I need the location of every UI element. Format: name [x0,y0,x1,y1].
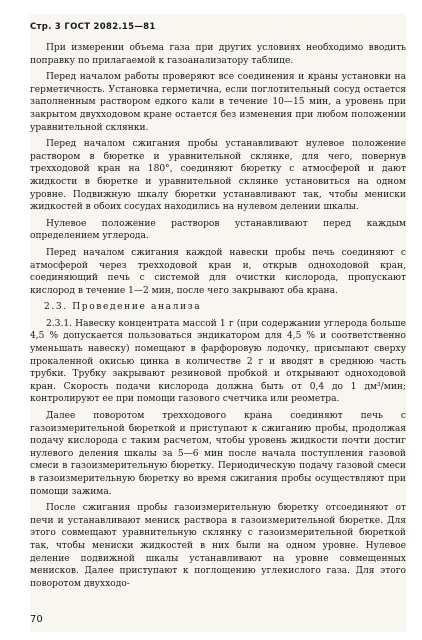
section-heading: 2.3. Проведение анализа [44,302,202,313]
paragraph-after-combustion: После сжигания пробы газоизмерительную бюретку отсоединяют от печи и устанавливают мениск раствора в газоизмерительной бюретке. Для этого совмещают уравнительную склянку с газоизмерительной бюреткой так, чтобы мениски жидкостей в них были на одном уровне. Нулевое деление подвижной шкалы устанавливают на уровне совмещенных менисков. Далее приступают к поглощению углекислого газа. Для этого поворотом двухходо- [30,503,406,589]
paragraph-oxygen-purge: Перед началом сжигания каждой навески пробы печь соединяют с атмосферой через трехходовой кран и, открыв одноходовой кран, соединяющий печь с системой для очистки кислорода, пропускают кислород в течение 1—2 мин, после чего закрывают оба крана. [30,247,406,296]
paragraph-zero-position: Перед началом сжигания пробы устанавливают нулевое положение раствором в бюретке и уравнительной склянке, для чего, повернув трехходовой кран на 180°, соединяют бюретку с атмосферой и дают жидкости в бюретке и уравнительной склянке установиться на одном уровне. Подвижную шкалу бюретки устанавливают так, чтобы мениски жидкостей в обоих сосудах находились на нулевом делении шкалы. [30,139,406,213]
paragraph-gas-volume-correction: При измерении объема газа при других условиях необходимо вводить поправку по прилагаемой к газоанализатору таблице. [30,43,406,66]
document-page [30,14,406,632]
paragraph-leak-check: Перед началом работы проверяют все соединения и краны установки на герметичность. Установка герметична, если поглотительный сосуд остается заполненным раствором едкого кали в течение 10—15 мин, а уровень при закрытом двухходовом кране остается без изменения при любом положении уравнительной склянки. [30,72,406,133]
page-header: Стр. 3 ГОСТ 2082.15—81 [30,22,156,32]
paragraph-sample-weighing: 2.3.1. Навеску концентрата массой 1 г (при содержании углерода больше 4,5 % допускается пользоваться эндикатором для 4,5 % и соответственно уменьшать навеску) помещают в фарфоровую лодочку, присыпают сверху прокаленной окисью цинка в количестве 2 г и вводят в среднюю часть трубки. Трубку закрывают резиновой пробкой и открывают одноходовой кран. Скорость подачи кислорода должна быть от 0,4 до 1 дм³/мин; контролируют ее при помощи газового счетчика или реометра. [30,318,406,405]
page-number: 70 [30,614,43,625]
paragraph-combustion: Далее поворотом трехходового крана соединяют печь с газоизмерительной бюреткой и приступают к сжиганию пробы, продолжая подачу кислорода с таким расчетом, чтобы уровень жидкости почти достиг нулевого деления шкалы за 5—6 мин после начала поступления газовой смеси в газоизмерительную бюретку. Периодическую подачу газовой смеси в газоизмерительную бюретку во время сжигания пробы осуществляют при помощи зажима. [30,411,406,497]
page-content [30,42,406,594]
paragraph-zero-before-each: Нулевое положение растворов устанавливают перед каждым определением углерода. [30,218,406,242]
